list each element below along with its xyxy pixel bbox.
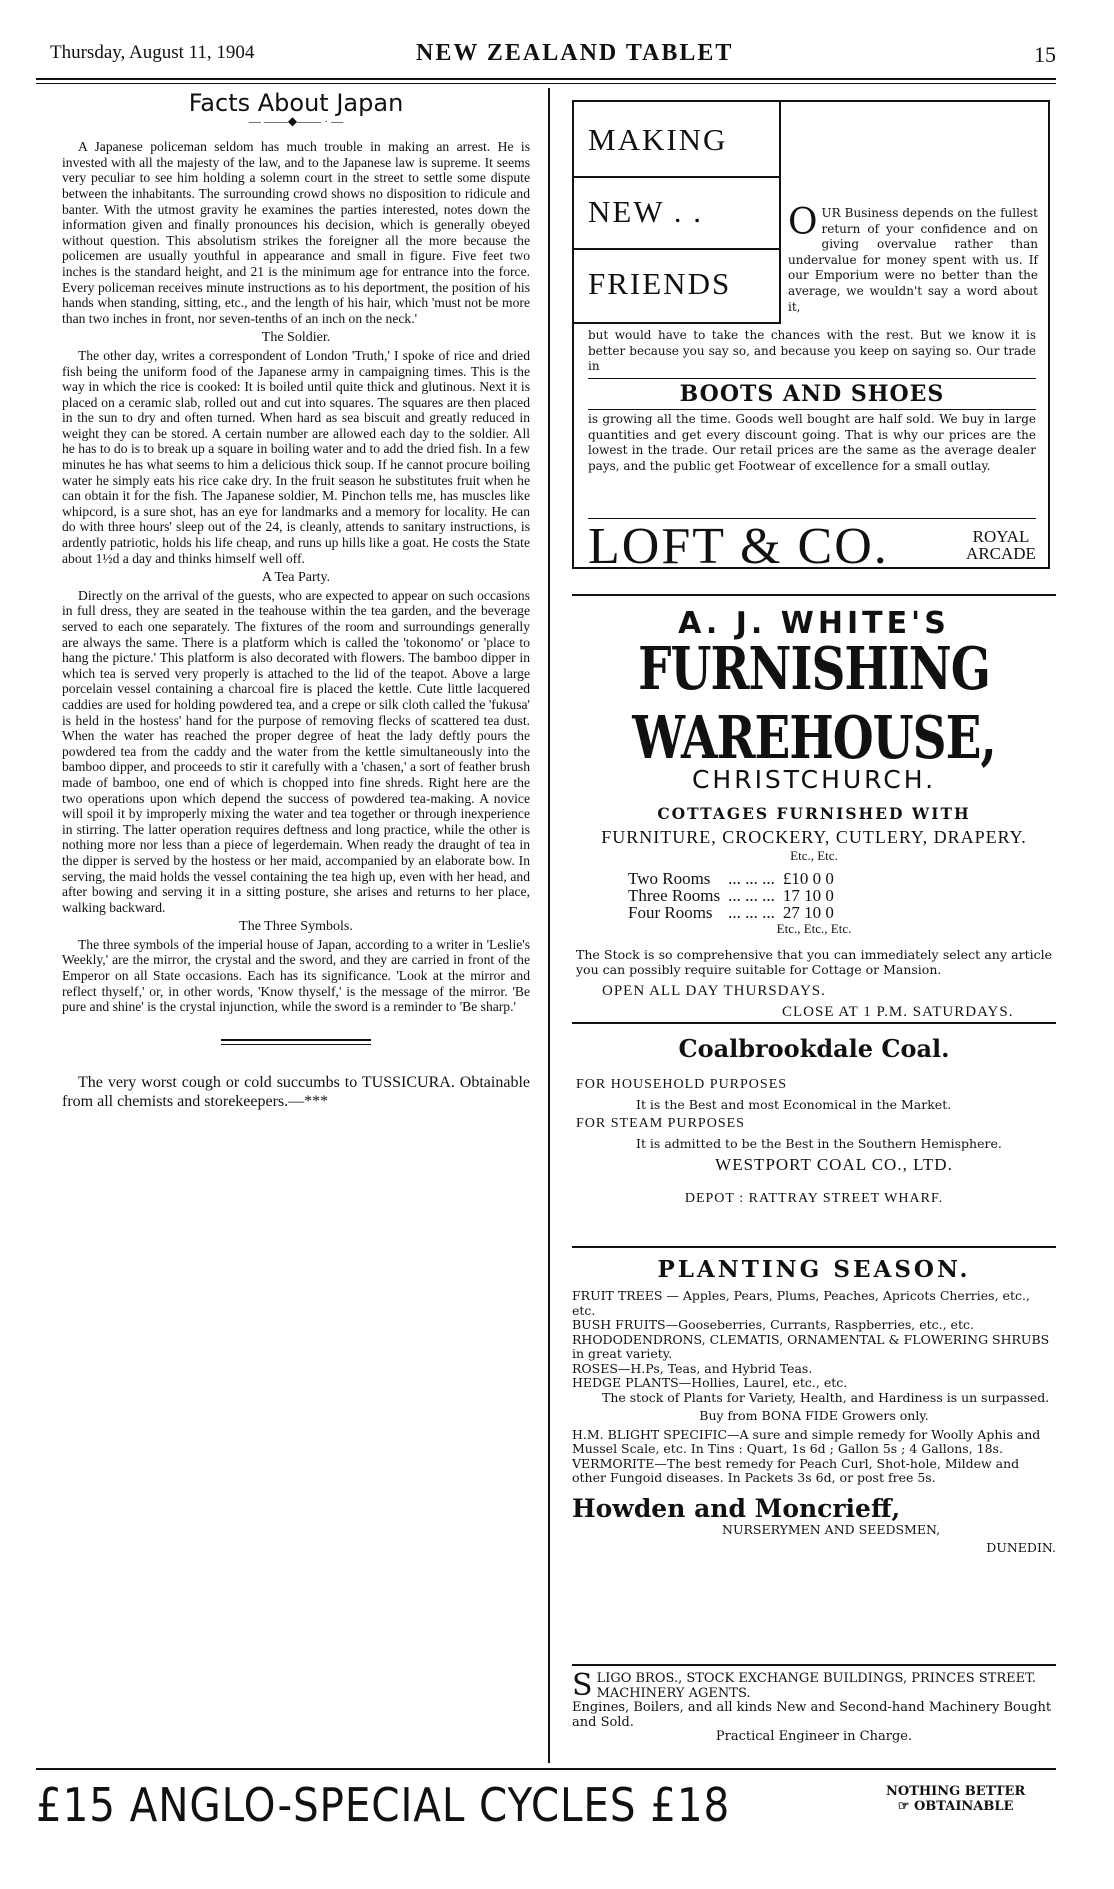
drop-cap: O <box>788 202 818 243</box>
obtainable-line: ☞ OBTAINABLE <box>897 1799 1014 1814</box>
cycles-headline: £15 ANGLO-SPECIAL CYCLES £18 <box>36 1778 731 1832</box>
howden-moncrieff: Howden and Moncrieff, <box>572 1493 901 1523</box>
cottages-line: COTTAGES FURNISHED WITH <box>657 804 971 823</box>
ad-separator <box>572 1664 1056 1666</box>
making-friends-box <box>574 102 781 324</box>
making-word: MAKING <box>588 122 728 157</box>
sligo-drop-cap: S <box>572 1668 593 1703</box>
loft-brand: LOFT & CO. <box>588 518 889 575</box>
household-text: It is the Best and most Economical in the Market. <box>636 1097 952 1112</box>
header-rule-thin <box>36 83 1056 84</box>
royal-word: ROYAL <box>972 527 1030 546</box>
bona-fide-line: Buy from BONA FIDE Growers only. <box>699 1408 929 1423</box>
leader-dots: ... ... ... <box>728 903 775 922</box>
coal-advertisement <box>572 1034 1056 1207</box>
vermorite: VERMORITE—The best remedy for Peach Curl, Shot-hole, Mildew and other Fungoid diseases. In Packets 3s 6d, or post free 5s. <box>572 1455 1020 1485</box>
subheading-three-symbols: The Three Symbols. <box>239 919 353 935</box>
sligo-heading <box>572 1668 1056 1703</box>
business-text-continued: but would have to take the chances with the rest. But we know it is better because you say so, and because you keep on saying so. Our trade in <box>588 328 1036 374</box>
steam-heading: FOR STEAM PURPOSES <box>576 1116 745 1131</box>
roses: ROSES—H.Ps, Teas, and Hybrid Teas. <box>572 1360 813 1376</box>
ad-separator <box>572 1022 1056 1024</box>
page-number: 15 <box>1034 42 1056 67</box>
article-paragraph: A Japanese policeman seldom has much trouble in making an arrest. He is invested with all the majesty of the law, and to the Japanese law is supreme. It seems very peculiar to see him holding a solemn court in the street to settle some dispute between the inhabitants. The surrounding crowd shows no disposition to ridicule and banter. With the utmost gravity he examines the parties interested, notes down the information given and finally pronounces his decision, which is generally obeyed without question. This absolutism strikes the foreigner all the more because the policemen are usually youthful in appearance and small in figure. Five feet two inches is the standard height, and 21 is the minimum age for entrance into the force. Every policeman receives minute instructions as to his deportment, the position of his hands when standing, sitting, etc., and the length of his hair, which 'must not be more than two inches in front, nor seven-tenths of an inch on the neck.' <box>62 139 530 326</box>
white-advertisement <box>572 606 1056 1021</box>
etc-line: Etc., Etc. <box>790 848 838 863</box>
publication-title: NEW ZEALAND TABLET <box>416 40 734 66</box>
royal-arcade <box>958 528 1044 562</box>
nurserymen-line: NURSERYMEN AND SEEDSMEN, <box>722 1521 941 1537</box>
steam-text: It is admitted to be the Best in the Southern Hemisphere. <box>636 1136 1002 1151</box>
column-divider <box>548 88 550 1763</box>
article-column <box>62 89 530 1113</box>
article-paragraph: The other day, writes a correspondent of London 'Truth,' I spoke of rice and dried fish being the uniform food of the Japanese army in campaigning times. This is the way in which the rice is cooked: It is boiled until quite thick and glutinous. Next it is placed on a ceramic slab, rolled out and cut into squares. The squares are then placed in the sun to dry and often turned. When hard as sea biscuit and greatly reduced in weight they can be stored. A certain number are allowed each day to the soldier. All he has to do is to break up a square in boiling water and to add the dried fish. In a few minutes he has what seems to him a delicious thick soup. If he cannot procure boiling water he simply eats his rice cake dry. In the fruit season he substitutes fruit when he can obtain it for the fish. The Japanese soldier, M. Pinchon tells me, has muscles like whipcord, is a sure shot, has an eye for landmarks and a memory for locality. He can do with three hours' sleep out of the 24, is cleanly, attends to sanitary instructions, is ardently patriotic, holds his life cheap, and runs up hills like a goat. He costs the State about 1½d a day and thinks himself well off. <box>62 347 530 566</box>
article-paragraph: Directly on the arrival of the guests, who are expected to appear on such occasions in full dress, they are seated in the teahouse within the tea garden, and the beverage served to each one separately. The fixtures of the room and surroundings generally are always the same. There is a platform which is called the 'tokonomo' or 'place to hang the picture.' This platform is also decorated with flowers. The bamboo dipper in which tea is served very properly is attached to the lid of the teapot. Above a large porcelain vessel containing a charcoal fire is placed the kettle. Cute little lacquered caddies are used for holding powdered tea, and a crepe or silk cloth called the 'fukusa' is held in the hostess' hand for the purpose of removing flecks of scattered tea dust. When the water has reached the proper degree of heat the lady deftly pours the powdered tea from the caddy and the water from the kettle simultaneously into the bamboo dipper, and proceeds to stir it carefully with a 'chasen,' a sort of feather brush made of bamboo, one end of which is chopped into fine shreds. Right here are the two operations upon which depend the success of powdered tea-making. A novice will spoil it by improperly mixing the water and tea together or through inexperience in stirring. The latter operation requires deftness and long practice, while the other is nothing more nor less than a piece of legerdemain. When ready the draught of tea in the dipper is served by the hostess or her maid, accompanied by an elaborate bow. In serving, the maid holds the vessel containing the tea high up, even with her head, and after bowing and serving it in a sitting posture, she arises and returns to her place, walking backward. <box>62 587 530 915</box>
table-row <box>624 870 838 887</box>
leader-dots: ... ... ... <box>728 886 775 905</box>
footer-rule <box>36 1768 1056 1770</box>
stock-notice: The Stock is so comprehensive that you can immediately select any article you can possibly require suitable for Cottage or Mansion. <box>576 947 1052 977</box>
article-paragraph: The three symbols of the imperial house of Japan, according to a writer in 'Leslie's Weekly,' are the mirror, the crystal and the sword, and they are carried in front of the Emperor on all State occasions. Each has its significance. 'Look at the mirror and reflect thyself,' or, in other words, 'Know thyself,' is the message of the mirror. 'Be pure and shine' is the crystal injunction, while the sword is a reminder to 'Be sharp.' <box>62 936 530 1015</box>
stock-quality: The stock of Plants for Variety, Health, and Hardiness is un surpassed. <box>602 1389 1050 1405</box>
friends-word: FRIENDS <box>588 266 732 301</box>
white-name: A. J. WHITE'S <box>678 606 950 641</box>
nothing-better-line: NOTHING BETTER <box>886 1784 1026 1799</box>
hedge-plants: HEDGE PLANTS—Hollies, Laurel, etc., etc. <box>572 1375 848 1390</box>
rooms-price-table <box>624 870 838 921</box>
box-divider <box>574 248 779 250</box>
article-title: Facts About Japan <box>188 89 404 117</box>
nothing-better <box>886 1784 1025 1814</box>
fruit-trees: FRUIT TREES — Apples, Pears, Plums, Peaches, Apricots Cherries, etc., etc. <box>572 1288 1030 1318</box>
etc-line: Etc., Etc., Etc. <box>776 921 852 936</box>
furnishing-warehouse-title: FURNISHING WAREHOUSE, <box>632 635 996 773</box>
leader-dots: ... ... ... <box>728 869 775 888</box>
sligo-engineer: Practical Engineer in Charge. <box>715 1729 913 1744</box>
coal-company: WESTPORT COAL CO., LTD. <box>715 1155 953 1174</box>
furnishing-items: FURNITURE, CROCKERY, CUTLERY, DRAPERY. <box>601 827 1027 847</box>
business-text-body: UR Business depends on the fullest return of your confidence and on giving overvalue rather than undervalue for money spent with us. If our Emporium were no better than the average, we wouldn't say a word about it, <box>788 206 1038 314</box>
sligo-advertisement <box>572 1668 1056 1745</box>
loft-advertisement <box>572 100 1050 575</box>
subheading-soldier: The Soldier. <box>261 330 331 346</box>
advertisement-column <box>572 100 1056 1744</box>
trade-text: is growing all the time. Goods well bought are half sold. We buy in large quantities and get every discount going. That is why our prices are the lowest in the trade. Our retail prices are the same as the average dealer pays, and the public get Footwear of excellence for a small outlay. <box>588 412 1036 473</box>
cycles-advertisement <box>36 1778 1066 1834</box>
room-name: Two Rooms <box>628 869 711 888</box>
arcade-word: ARCADE <box>966 544 1036 563</box>
table-row <box>624 904 838 921</box>
ad-separator <box>572 1246 1056 1248</box>
room-price: £10 0 0 <box>782 869 834 888</box>
room-name: Four Rooms <box>628 903 713 922</box>
box-divider <box>574 176 779 178</box>
planting-title: PLANTING SEASON. <box>657 1256 971 1283</box>
ad-separator <box>572 594 1056 596</box>
subheading-tea-party: A Tea Party. <box>261 570 331 586</box>
business-text <box>788 202 1038 315</box>
boots-and-shoes-heading: BOOTS AND SHOES <box>588 378 1036 410</box>
new-word: NEW . . <box>588 194 704 229</box>
page-header <box>36 40 1056 70</box>
section-rule <box>221 1039 371 1045</box>
dunedin: DUNEDIN. <box>986 1540 1056 1555</box>
room-price: 27 10 0 <box>782 903 834 922</box>
open-hours: OPEN ALL DAY THURSDAYS. <box>602 983 826 999</box>
depot-address: DEPOT : RATTRAY STREET WHARF. <box>684 1191 944 1206</box>
issue-date: Thursday, August 11, 1904 <box>50 42 255 63</box>
household-heading: FOR HOUSEHOLD PURPOSES <box>576 1077 788 1092</box>
tussicura-notice: The very worst cough or cold succumbs to TUSSICURA. Obtainable from all chemists and storekeepers.—*** <box>62 1073 530 1110</box>
planting-advertisement <box>572 1256 1056 1556</box>
close-hours: CLOSE AT 1 P.M. SATURDAYS. <box>782 1004 1014 1020</box>
blight-specific: H.M. BLIGHT SPECIFIC—A sure and simple remedy for Woolly Aphis and Mussel Scale, etc. In Tins : Quart, 1s 6d ; Gallon 5s ; 4 Gallons, 18s. <box>572 1426 1041 1456</box>
bush-fruits: BUSH FRUITS—Gooseberries, Currants, Raspberries, etc., etc. <box>572 1317 974 1332</box>
sligo-machinery: Engines, Boilers, and all kinds New and Second-hand Machinery Bought and Sold. <box>572 1700 1052 1730</box>
room-price: 17 10 0 <box>782 886 834 905</box>
coal-title: Coalbrookdale Coal. <box>678 1034 950 1063</box>
sligo-address: LIGO BROS., STOCK EXCHANGE BUILDINGS, PRINCES STREET. MACHINERY AGENTS. <box>596 1671 1036 1701</box>
room-name: Three Rooms <box>628 886 721 905</box>
table-row <box>624 887 838 904</box>
header-rule <box>36 78 1056 80</box>
title-ornament: — ——◆—— · — <box>248 113 344 128</box>
city-name: CHRISTCHURCH. <box>691 765 937 794</box>
rhododendrons: RHODODENDRONS, CLEMATIS, ORNAMENTAL & FLOWERING SHRUBS in great variety. <box>572 1331 1050 1361</box>
